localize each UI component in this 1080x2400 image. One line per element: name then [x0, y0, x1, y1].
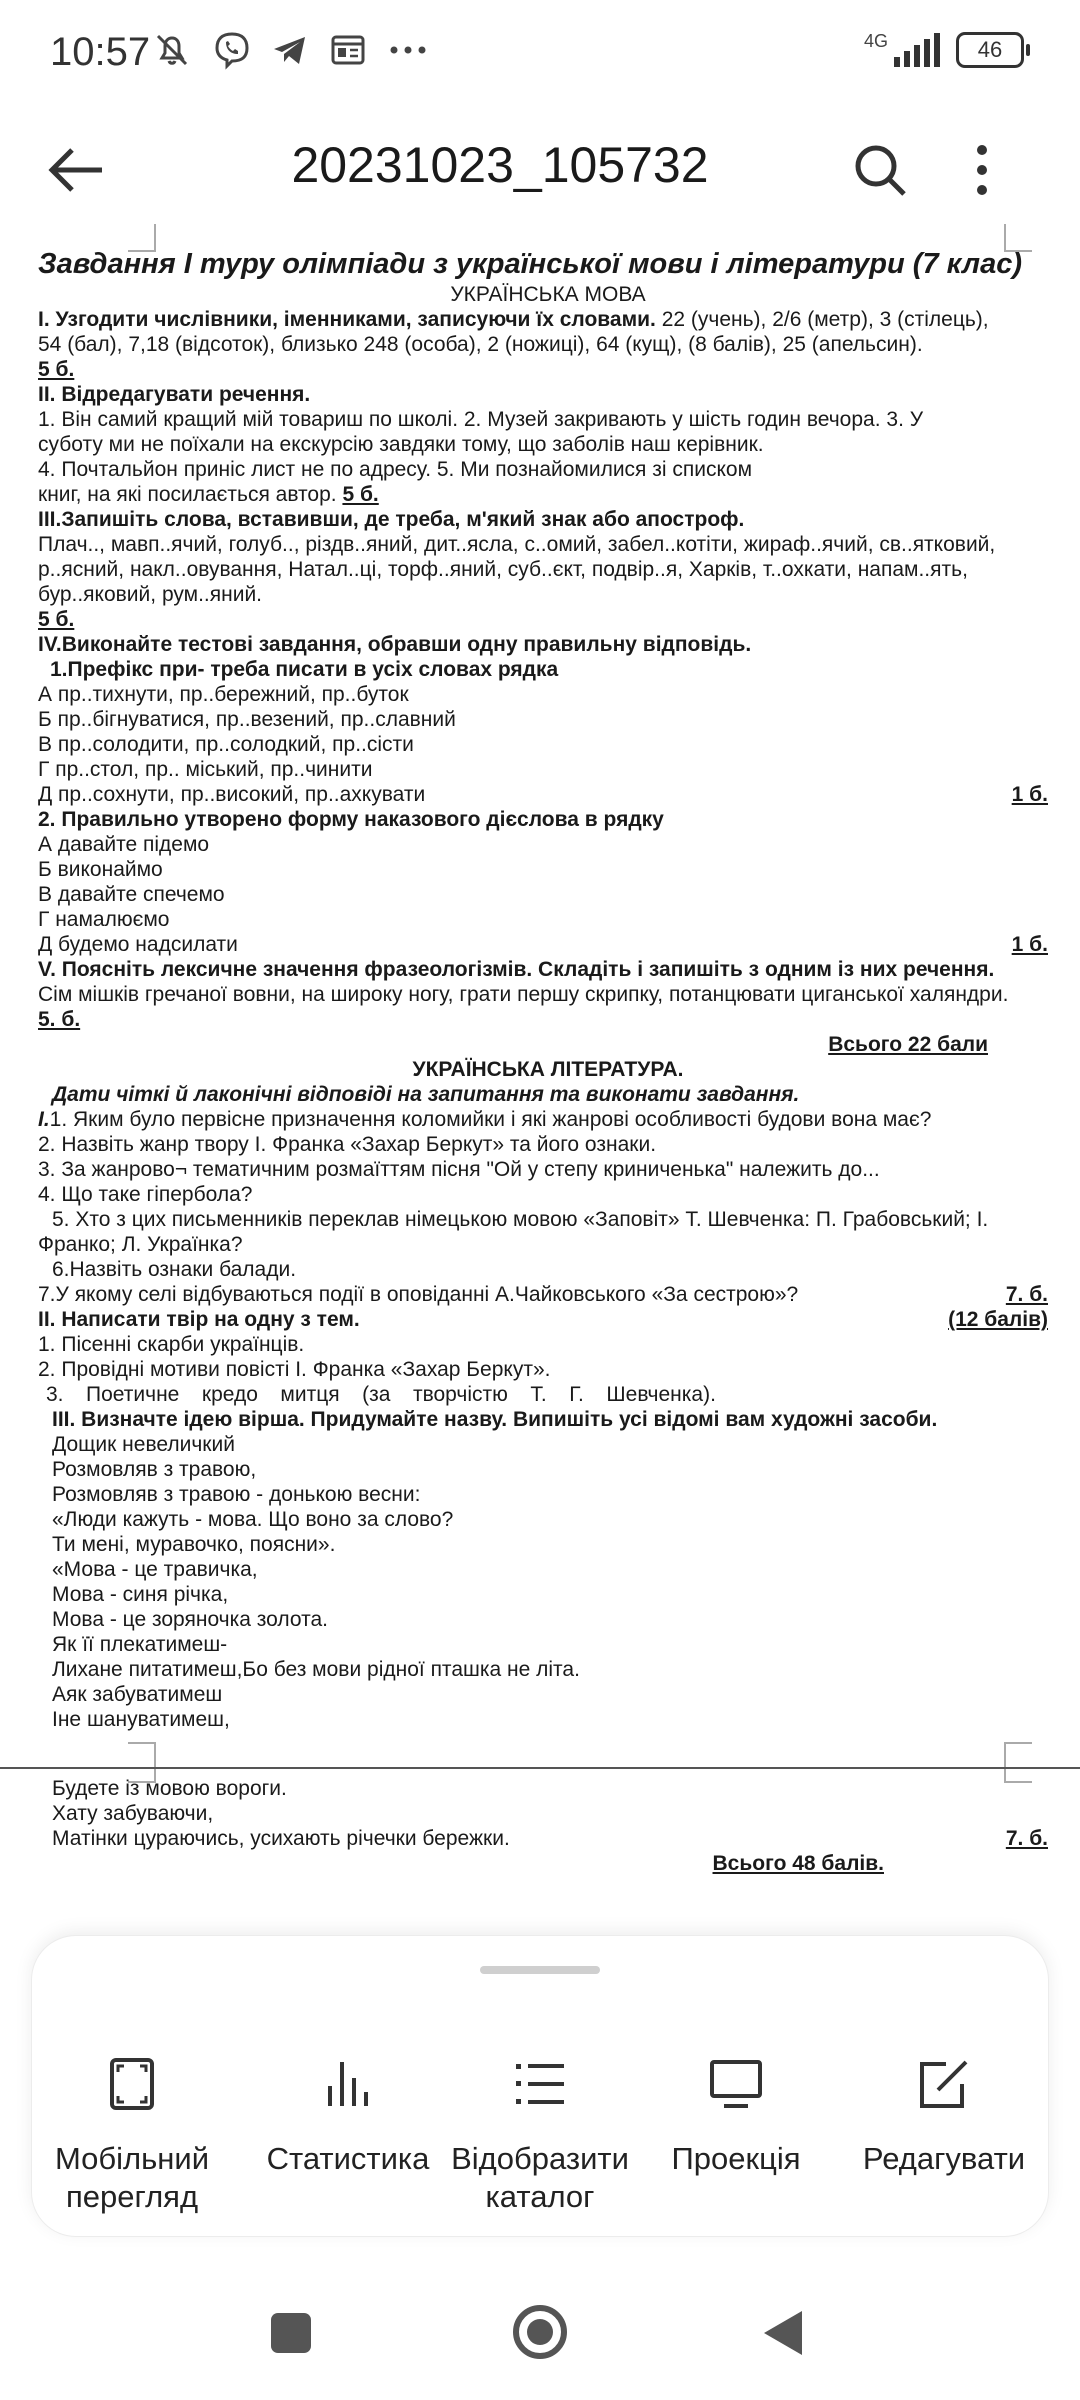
mobile-view-button[interactable] [32, 2056, 232, 2216]
status-icons [150, 30, 430, 70]
answer-option: Б виконаймо [38, 858, 163, 881]
lit-question: Франко; Л. Українка? [38, 1233, 243, 1256]
task-5-line: Сім мішків гречаної вовни, на широку ногу, грати першу скрипку, потанцювати циганської халяндри. [38, 983, 1009, 1006]
more-dots-icon [386, 30, 430, 70]
poem-line: Розмовляв з травою, [52, 1458, 257, 1481]
document-page[interactable] [38, 246, 1058, 1732]
section-heading: УКРАЇНСЬКА МОВА [450, 283, 646, 306]
projection-button[interactable] [636, 2056, 836, 2178]
statistics-button[interactable] [248, 2056, 448, 2178]
poem-line: «Люди кажуть - мова. Що воно за слово? [52, 1508, 454, 1531]
news-icon [328, 30, 368, 70]
task-3-points: 5 б. [38, 608, 75, 631]
total-points: Всього 22 бали [828, 1033, 988, 1056]
mute-notifications-icon [150, 30, 194, 70]
task-3-line: Плач.., мавп..ячий, голуб.., різдв..яний, дит..ясла, с..омий, забел..котіти, жираф..ячий, св..ятковий, [38, 533, 996, 556]
task-2-line: 1. Він самий кращий мій товариш по школі. 2. Музей закривають у шість годин вечора. 3. У [38, 408, 924, 431]
mobile-view-icon [104, 2056, 160, 2112]
poem-line: Аяк забуватимеш [52, 1683, 223, 1706]
statistics-icon [320, 2056, 376, 2112]
answer-option-row: Д будемо надсилати 1 б. [38, 933, 1048, 956]
poem-line: Мова - синя річка, [52, 1583, 229, 1606]
poem-line: Хату забуваючи, [52, 1802, 214, 1825]
tool-label: Проекція [671, 2141, 801, 2176]
page-title: Завдання І туру олімпіади з української мови і літератури (7 клас) [38, 248, 1023, 280]
status-time: 10:57 [50, 30, 151, 74]
task-1-points: 5 б. [38, 358, 75, 381]
poem-line: Дощик невеличкий [52, 1433, 235, 1456]
recents-icon[interactable] [268, 2310, 314, 2356]
lit-question: 6.Назвіть ознаки балади. [52, 1258, 297, 1281]
task-3-title: ІІІ.Запишіть слова, вставивши, де треба, м'який знак або апостроф. [38, 508, 745, 531]
poem-line: «Мова - це травичка, [52, 1558, 258, 1581]
section-heading: УКРАЇНСЬКА ЛІТЕРАТУРА. [412, 1058, 684, 1081]
battery-icon: 46 [956, 32, 1024, 68]
poem-line: Як її плекатимеш- [52, 1633, 228, 1656]
task-5-title: V. Поясніть лексичне значення фразеологізмів. Складіть і запишіть з одним із них речення. [38, 958, 995, 981]
answer-option: В давайте спечемо [38, 883, 225, 906]
tool-label: перегляд [65, 2179, 199, 2214]
poem-line: Мова - це зоряночка золота. [52, 1608, 328, 1631]
lit-question: 2. Назвіть жанр твору І. Франка «Захар Беркут» та його ознаки. [38, 1133, 657, 1156]
document-page-2[interactable] [38, 1776, 1058, 1876]
page-separator [0, 1767, 1080, 1769]
poem-line: Будете із мовою вороги. [52, 1777, 287, 1800]
back-icon[interactable] [760, 2308, 806, 2358]
lit-question-row: 7.У якому селі відбуваються події в оповіданні А.Чайковського «За сестрою»? 7. б. [38, 1283, 1048, 1306]
network-type: 4G [863, 31, 888, 51]
viber-icon [212, 30, 252, 70]
essay-topic: 3. Поетичне кредо митця (за творчістю Т. Г. Шевченка). [46, 1383, 716, 1406]
answer-option: Г намалюємо [38, 908, 170, 931]
task-2-title: ІІ. Відредагувати речення. [38, 383, 311, 406]
lit-intro: Дати чіткі й лаконічні відповіді на запитання та виконати завдання. [52, 1083, 800, 1106]
task-4-title: ІV.Виконайте тестові завдання, обравши одну правильну відповідь. [38, 633, 752, 656]
edit-icon [916, 2056, 972, 2112]
document-title: 20231023_105732 [291, 137, 709, 193]
back-arrow-icon[interactable] [44, 140, 108, 200]
status-bar [0, 0, 1080, 110]
signal-icon [894, 33, 940, 67]
tool-label: Відобразити [451, 2141, 629, 2176]
lit-question: 3. За жанрово¬ тематичним розмаїттям пісня "Ой у степу криниченька" належить до... [38, 1158, 880, 1181]
answer-option: Б пр..бігнуватися, пр..везений, пр..славний [38, 708, 456, 731]
task-4-question: 2. Правильно утворено форму наказового дієслова в рядку [38, 808, 664, 831]
poem [38, 1432, 1058, 1732]
task-2-line: суботу ми не поїхали на екскурсію завдяки тому, що заболів наш керівник. [38, 433, 764, 456]
essay-topic: 1. Пісенні скарби українців. [38, 1333, 305, 1356]
tool-label: Мобільний [54, 2141, 210, 2176]
sheet-drag-handle[interactable] [480, 1966, 600, 1974]
tool-label: каталог [485, 2179, 595, 2214]
total-points: Всього 48 балів. [712, 1852, 884, 1875]
poem-line: Ти мені, муравочко, поясни». [52, 1533, 336, 1556]
task-2-line: 4. Почтальйон приніс лист не по адресу. 5. Ми познайомилися зі списком [38, 458, 753, 481]
lit-task-3-title: ІІІ. Визначте ідею вірша. Придумайте назву. Випишіть усі відомі вам художні засоби. [52, 1408, 938, 1431]
tool-label: Редагувати [862, 2141, 1026, 2176]
more-vert-icon[interactable] [962, 140, 1002, 200]
home-icon[interactable] [510, 2302, 570, 2362]
status-right [864, 32, 1024, 68]
show-catalog-button[interactable] [440, 2056, 640, 2216]
answer-option: А давайте підемо [38, 833, 210, 856]
search-icon[interactable] [850, 140, 910, 200]
telegram-icon [270, 30, 310, 70]
task-3-line: бур..яковий, рум..яний. [38, 583, 263, 606]
app-bar [0, 120, 1080, 220]
answer-option: Г пр..стол, пр.. міський, пр..чинити [38, 758, 373, 781]
projection-icon [708, 2056, 764, 2112]
task-5-points: 5. б. [38, 1008, 81, 1031]
task-1-line: 54 (бал), 7,18 (відсоток), близько 248 (особа), 2 (ножиці), 64 (кущ), (8 балів), 25 (апельсин). [38, 333, 923, 356]
task-4-question: 1.Префікс при- треба писати в усіх словах рядка [50, 658, 559, 681]
lit-question: 5. Хто з цих письменників переклав німецькою мовою «Заповіт» Т. Шевченка: П. Грабовський; І. [52, 1208, 989, 1231]
answer-option: В пр..солодити, пр..солодкий, пр..сісти [38, 733, 414, 756]
essay-topic: 2. Провідні мотиви повісті І. Франка «Захар Беркут». [38, 1358, 551, 1381]
task-1: І. Узгодити числівники, іменниками, записуючи їх словами. 22 (учень), 2/6 (метр), 3 (стілець), [38, 308, 989, 331]
task-2-line: книг, на які посилається автор. 5 б. [38, 483, 379, 506]
poem-continued [38, 1776, 1058, 1851]
poem-line: Матінки цураючись, усихають річечки бережки. 7. б. [52, 1827, 1048, 1850]
system-nav-bar [0, 2290, 1080, 2380]
edit-button[interactable] [844, 2056, 1044, 2178]
poem-line: Розмовляв з травою - донькою весни: [52, 1483, 421, 1506]
catalog-icon [512, 2056, 568, 2112]
tool-label: Статистика [266, 2141, 430, 2176]
lit-question: І.1. Яким було первісне призначення коломийки і які жанрові особливості будови вона має? [38, 1108, 932, 1131]
answer-option: А пр..тихнути, пр..бережний, пр..буток [38, 683, 409, 706]
answer-option-row: Д пр..сохнути, пр..високий, пр..ахкувати 1 б. [38, 783, 1048, 806]
poem-line: Лихане питатимеш,Бо без мови рідної пташка не літа. [52, 1658, 580, 1681]
poem-line: Іне шануватимеш, [52, 1708, 230, 1731]
lit-task-2-row: ІІ. Написати твір на одну з тем. (12 балів) [38, 1308, 1048, 1331]
lit-question: 4. Що таке гіпербола? [38, 1183, 253, 1206]
bottom-toolbar-sheet [32, 1936, 1048, 2236]
task-3-line: р..ясний, накл..овування, Натал..ці, торф..яний, суб..єкт, подвір..я, Харків, т..охкати, напам..ять, [38, 558, 968, 581]
